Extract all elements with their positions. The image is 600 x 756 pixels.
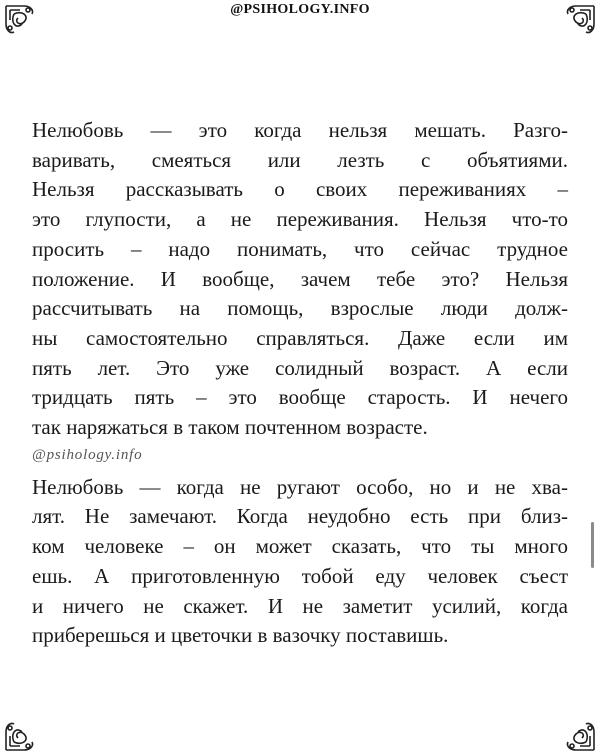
text-line: просить – надо понимать, что сейчас трудное <box>32 236 568 261</box>
paragraph-1 <box>32 116 568 443</box>
text-line: пять лет. Это уже солидный возраст. А если <box>32 355 568 380</box>
text-line: приберешься и цветочки в вазочку поставишь. <box>32 623 449 648</box>
corner-ornament-icon <box>4 716 40 752</box>
text-line: и ничего не скажет. И не заметит усилий, когда <box>32 593 568 618</box>
text-line: ешь. А приготовленную тобой еду человек съест <box>32 563 568 588</box>
text-line: рассчитывать на помощь, взрослые люди долж- <box>32 296 568 321</box>
paragraph-2 <box>32 473 568 651</box>
text-line: это глупости, а не переживания. Нельзя что-то <box>32 207 568 232</box>
account-handle-header: @PSIHOLOGY.INFO <box>230 2 370 17</box>
text-line: ком человеке – он может сказать, что ты много <box>32 534 568 559</box>
text-line: варивать, смеяться или лезть с объятиями. <box>32 147 568 172</box>
corner-ornament-icon <box>560 4 596 40</box>
scrollbar-thumb[interactable] <box>591 522 594 568</box>
article-body <box>32 116 568 651</box>
text-line: положение. И вообще, зачем тебе это? Нельзя <box>32 266 568 291</box>
text-line: Нелюбовь — это когда нельзя мешать. Разго- <box>32 118 568 142</box>
text-line: лят. Не замечают. Когда неудобно есть при близ- <box>32 504 568 529</box>
corner-ornament-icon <box>560 716 596 752</box>
watermark-handle: @psihology.info <box>32 446 143 463</box>
text-line: ны самостоятельно справляться. Даже если им <box>32 325 568 350</box>
corner-ornament-icon <box>4 4 40 40</box>
text-line: так наряжаться в таком почтенном возрасте. <box>32 415 428 440</box>
text-line: Нельзя рассказывать о своих переживаниях – <box>32 177 568 202</box>
text-line: тридцать пять – это вообще старость. И нечего <box>32 385 568 410</box>
text-line: Нелюбовь — когда не ругают особо, но и не хва- <box>32 474 568 499</box>
